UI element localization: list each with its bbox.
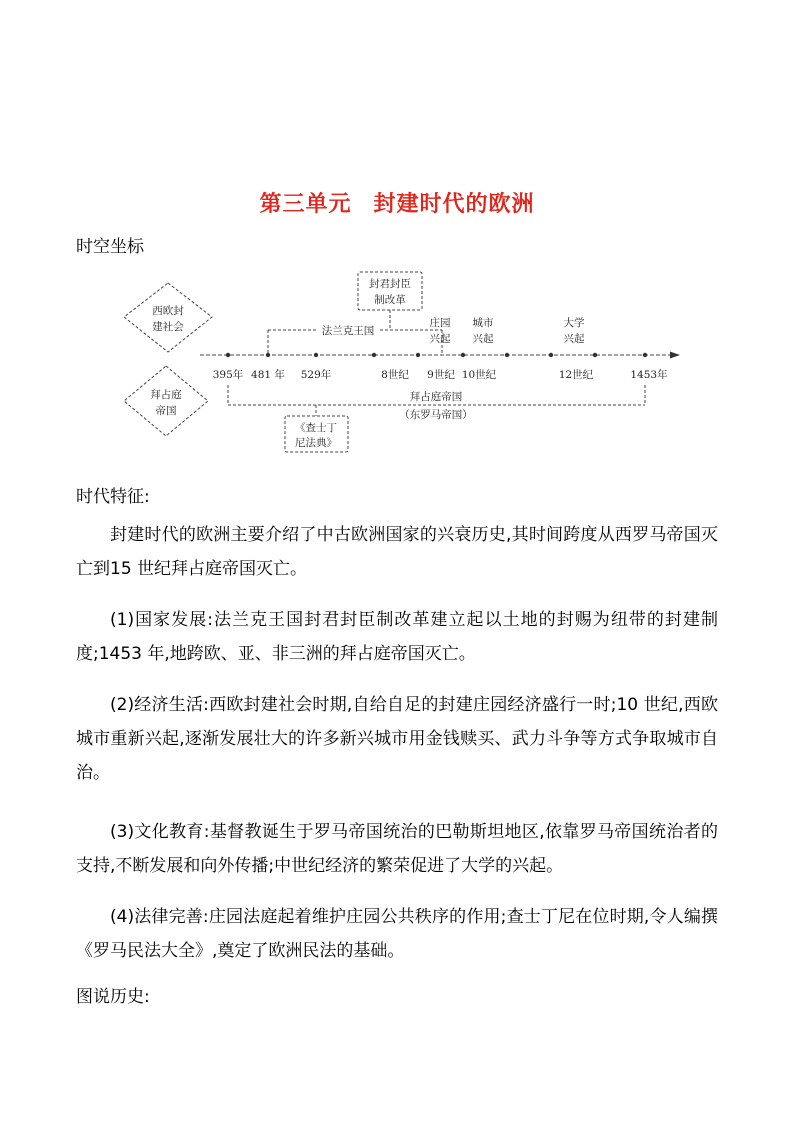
frankish-label: 法兰克王国 (321, 325, 375, 337)
byzantine-span-bracket (228, 385, 645, 421)
byzantine-label-1: 拜占庭 (150, 389, 182, 401)
reform-box (358, 272, 422, 328)
byzantine-span-label-1: 拜占庭帝国 (409, 391, 463, 403)
manor-label-1: 庄园 (429, 317, 451, 329)
tick-label: 481 年 (251, 369, 285, 381)
unit-topic: 封建时代的欧洲 (373, 192, 535, 217)
tick-label: 529年 (300, 369, 332, 381)
city-label-1: 城市 (472, 317, 494, 329)
paragraph-law: (4)法律完善:庄园法庭起着维护庄园公共秩序的作用;查士丁尼在位时期,令人编撰《罗马民法大全》,奠定了欧洲民法的基础。 (76, 907, 718, 961)
justinian-code-box (285, 405, 348, 452)
university-label-1: 大学 (563, 317, 585, 329)
western-feudal-diamond (124, 283, 212, 352)
western-feudal-label-2: 建社会 (152, 321, 184, 333)
features-heading: 时代特征: (76, 487, 150, 507)
byzantine-label-2: 帝国 (155, 405, 177, 417)
frankish-bracket (268, 324, 442, 355)
reform-label-2: 制改革 (374, 294, 406, 306)
paragraph-economic-life: (2)经济生活:西欧封建社会时期,自给自足的封建庄园经济盛行一时;10 世纪,西欧城市重新兴起,逐渐发展壮大的许多新兴城市用金钱赎买、武力斗争等方式争取城市自治。 (76, 695, 718, 783)
unit-label: 第三单元 (259, 192, 352, 217)
university-label-2: 兴起 (563, 333, 585, 345)
city-label-2: 兴起 (472, 333, 494, 345)
tick-label: 10世纪 (461, 369, 497, 381)
paragraph-intro: 封建时代的欧洲主要介绍了中古欧洲国家的兴衰历史,其时间跨度从西罗马帝国灭亡到15 世纪拜占庭帝国灭亡。 (76, 525, 718, 579)
timeline-axis (200, 352, 680, 359)
tick-label: 8世纪 (381, 369, 409, 381)
reform-label-1: 封君封臣 (369, 278, 411, 290)
tick-label: 395年 (212, 369, 244, 381)
timeline-diagram (0, 260, 794, 460)
western-feudal-label-1: 西欧封 (152, 305, 184, 317)
tick-label: 1453年 (630, 369, 668, 381)
tick-label: 12世纪 (558, 369, 594, 381)
spacetime-heading: 时空坐标 (76, 237, 144, 257)
byzantine-span-label-2: （东罗马帝国） (399, 409, 473, 421)
pictures-heading: 图说历史: (76, 987, 150, 1007)
page-title (0, 187, 794, 218)
justinian-label-1: 《查士丁 (295, 422, 337, 434)
justinian-label-2: 尼法典》 (295, 437, 337, 449)
paragraph-state-development: (1)国家发展:法兰克王国封君封臣制改革建立起以土地的封赐为纽带的封建制度;1453 年,地跨欧、亚、非三洲的拜占庭帝国灭亡。 (76, 610, 718, 664)
byzantine-diamond (124, 366, 208, 436)
tick-label: 9世纪 (427, 369, 455, 381)
paragraph-culture-education: (3)文化教育:基督教诞生于罗马帝国统治的巴勒斯坦地区,依靠罗马帝国统治者的支持,不断发展和向外传播;中世纪经济的繁荣促进了大学的兴起。 (76, 822, 718, 876)
manor-label-2: 兴起 (429, 333, 451, 345)
